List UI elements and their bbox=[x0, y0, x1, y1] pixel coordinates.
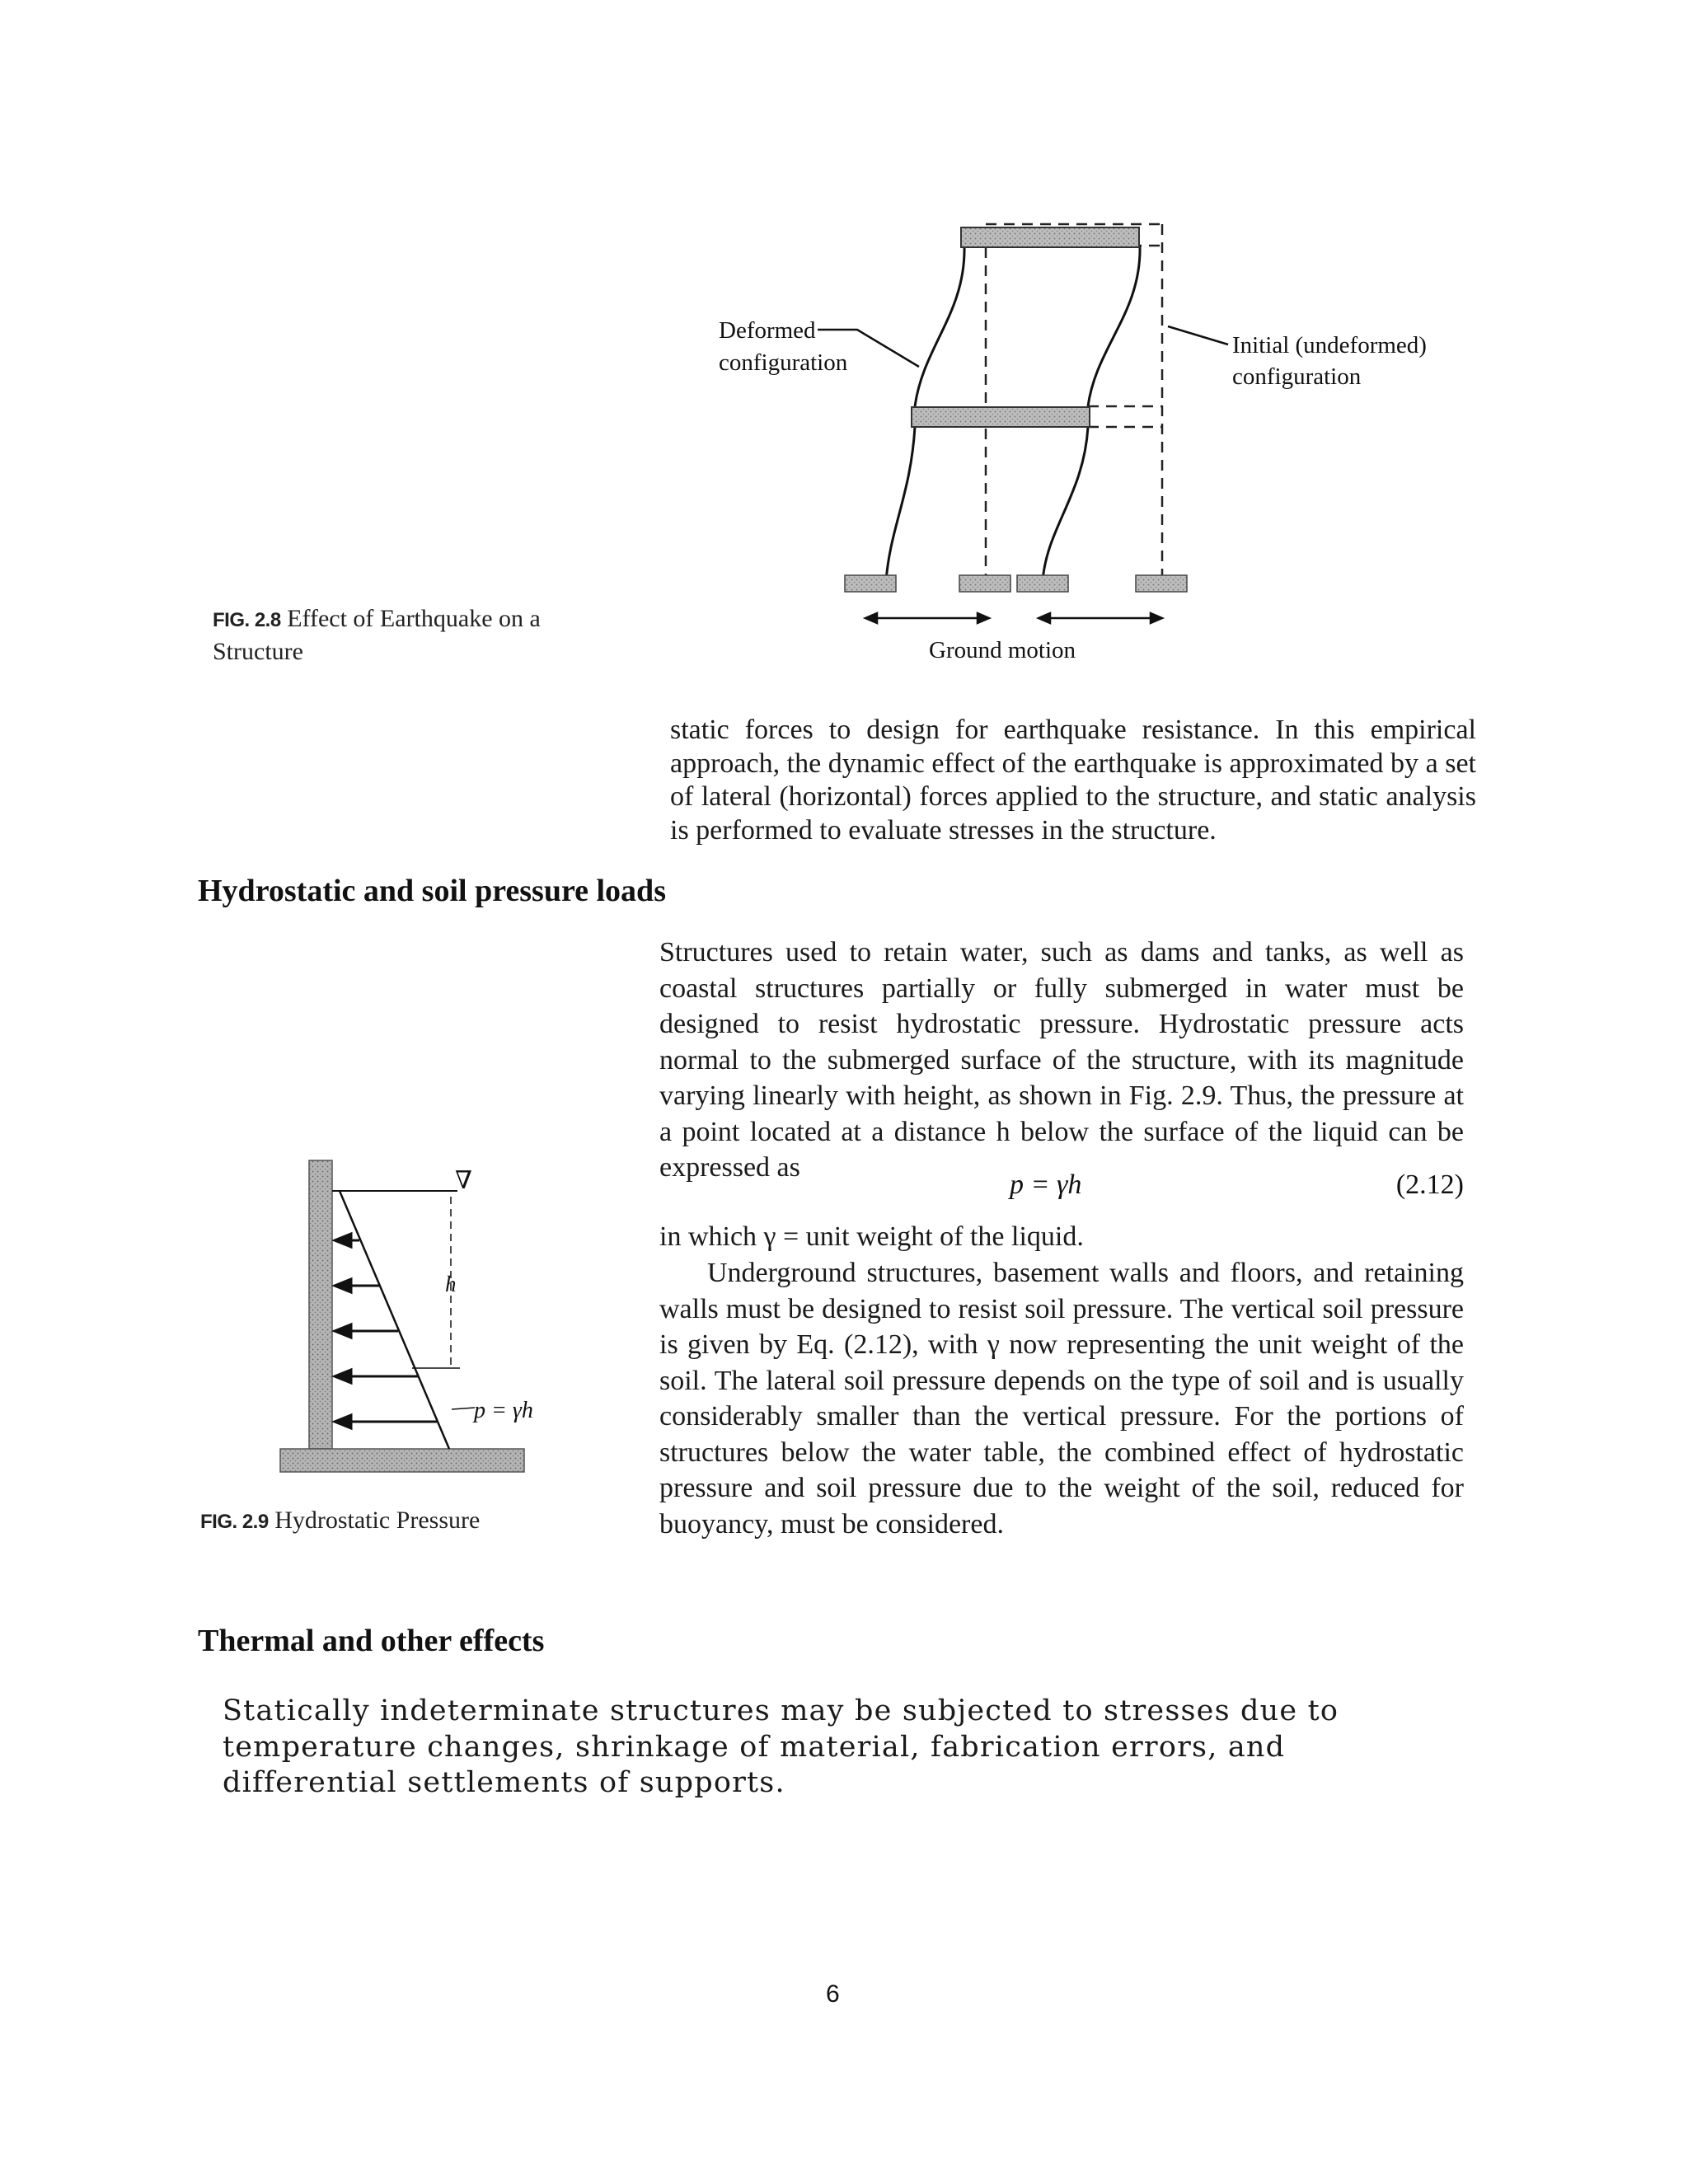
wall-base bbox=[280, 1449, 524, 1472]
hydrostatic-heading: Hydrostatic and soil pressure loads bbox=[198, 874, 666, 908]
figure-2-8-caption-text: Effect of Earthquake on a Structure bbox=[213, 605, 541, 665]
figure-2-9-drawing bbox=[272, 1146, 536, 1492]
undeformed-frame bbox=[986, 224, 1162, 581]
hydrostatic-paragraph-3 bbox=[659, 1255, 1464, 1542]
figure-2-8-drawing bbox=[0, 0, 1688, 701]
label-ground-motion: Ground motion bbox=[929, 637, 1076, 663]
foundations bbox=[845, 575, 1187, 592]
label-initial-1: Initial (undeformed) bbox=[1232, 332, 1427, 359]
thermal-paragraph: Statically indeterminate structures may be subjected to stresses due to temperature changes, shrinkage of material, fabrication errors, and differential settlements of supports. bbox=[223, 1694, 1339, 1799]
thermal-heading: Thermal and other effects bbox=[198, 1624, 545, 1658]
figure-2-9-caption-text: Hydrostatic Pressure bbox=[274, 1507, 481, 1534]
figure-2-8-number: FIG. 2.8 bbox=[213, 609, 281, 631]
floor-slab bbox=[912, 407, 1090, 427]
pressure-arrows bbox=[335, 1234, 437, 1428]
label-initial-2: configuration bbox=[1232, 363, 1362, 390]
pressure-distribution-line bbox=[340, 1191, 449, 1449]
figure-2-9-number: FIG. 2.9 bbox=[200, 1511, 269, 1533]
initial-leader bbox=[1168, 326, 1228, 344]
hydrostatic-paragraph-2: in which γ = unit weight of the liquid. bbox=[659, 1221, 1084, 1252]
label-p: p = γh bbox=[474, 1398, 533, 1423]
equation-expression: p = γh bbox=[1010, 1169, 1082, 1200]
retaining-wall bbox=[309, 1160, 332, 1449]
page-number: 6 bbox=[826, 1980, 840, 2008]
ground-motion-arrows bbox=[865, 613, 1162, 623]
roof-slab bbox=[961, 227, 1139, 247]
hydrostatic-paragraph-1: Structures used to retain water, such as dams and tanks, as well as coastal structures partially or fully submerged in water must be designed to resist hydrostatic pressure. Hydrostatic pressure acts normal to the submerged surface of the structure, with its magnitude varying linearly with height, as shown in Fig. 2.9. Thus, the pressure at a point located at a distance h below the surface of the liquid can be expressed as bbox=[659, 937, 1464, 1183]
equation bbox=[659, 1169, 1464, 1203]
water-level-symbol: ∇ bbox=[455, 1167, 472, 1194]
intro-paragraph: static forces to design for earthquake resistance. In this empirical approach, the dynamic effect of the earthquake is approximated by a set of lateral (horizontal) forces applied to the structure, and static analysis is performed to evaluate stresses in the structure. bbox=[670, 715, 1476, 846]
equation-number: (2.12) bbox=[1395, 1169, 1464, 1200]
label-h: h bbox=[445, 1272, 457, 1296]
figure-2-8-caption bbox=[213, 603, 592, 668]
label-deformed-1: Deformed bbox=[719, 317, 816, 344]
hydrostatic-paragraph-3-text: Underground structures, basement walls and floors, and retaining walls must be designed to resist soil pressure. The vertical soil pressure is given by Eq. (2.12), with γ now representing the unit weight of the soil. The lateral soil pressure depends on the type of soil and is usually considerably smaller than the vertical pressure. For the portions of structures below the water table, the combined effect of hydrostatic pressure and soil pressure due to the weight of the soil, reduced for buoyancy, must be considered. bbox=[659, 1258, 1464, 1540]
label-deformed-2: configuration bbox=[719, 349, 848, 376]
figure-2-9-caption bbox=[200, 1505, 629, 1538]
